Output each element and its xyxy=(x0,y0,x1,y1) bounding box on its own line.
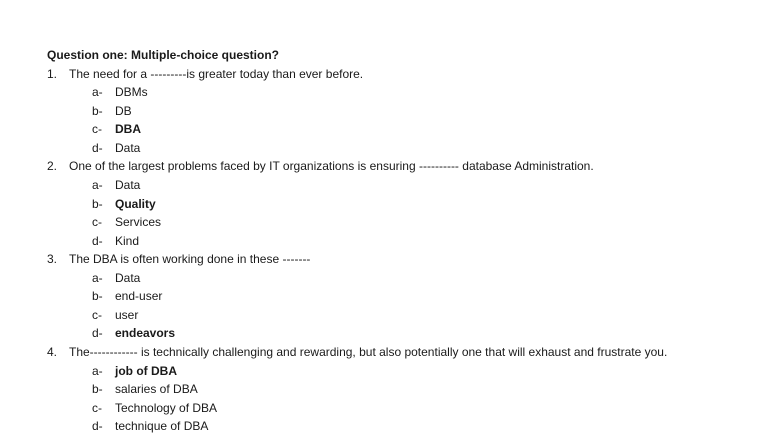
question-1-option-d xyxy=(92,140,140,156)
option-text: Data xyxy=(115,141,141,155)
option-letter: c- xyxy=(92,401,102,415)
option-letter: d- xyxy=(92,419,103,433)
question-2-option-d xyxy=(92,233,139,249)
option-text: technique of DBA xyxy=(115,419,209,433)
question-4-option-a xyxy=(92,363,177,379)
question-2-option-b xyxy=(92,196,156,212)
option-letter: b- xyxy=(92,382,103,396)
question-1 xyxy=(47,66,363,82)
question-1-option-a xyxy=(92,84,148,100)
question-1-option-b xyxy=(92,103,132,119)
option-letter: d- xyxy=(92,141,103,155)
option-text: DB xyxy=(115,104,132,118)
option-text: Services xyxy=(115,215,162,229)
question-3-option-b xyxy=(92,288,162,304)
option-text: Data xyxy=(115,178,141,192)
option-text: end-user xyxy=(115,289,163,303)
option-letter: a- xyxy=(92,364,103,378)
question-text: One of the largest problems faced by IT organizations is ensuring ---------- database Administration. xyxy=(69,159,594,173)
question-number: 3. xyxy=(47,252,58,266)
option-text: salaries of DBA xyxy=(115,382,198,396)
option-text: Technology of DBA xyxy=(115,401,218,415)
option-letter: b- xyxy=(92,104,103,118)
question-2 xyxy=(47,158,594,174)
question-4-option-d xyxy=(92,418,208,434)
option-text-answer: job of DBA xyxy=(115,364,177,378)
option-letter: d- xyxy=(92,326,103,340)
question-2-option-a xyxy=(92,177,140,193)
option-text-answer: Quality xyxy=(115,197,156,211)
question-text: The------------ is technically challenging and rewarding, but also potentially one that will exhaust and frustrate you. xyxy=(69,345,668,359)
question-4-option-b xyxy=(92,381,198,397)
option-text: Kind xyxy=(115,234,140,248)
question-4 xyxy=(47,344,667,360)
question-number: 4. xyxy=(47,345,58,359)
question-number: 1. xyxy=(47,67,58,81)
question-3-option-a xyxy=(92,270,140,286)
option-letter: c- xyxy=(92,308,102,322)
option-text: Data xyxy=(115,271,141,285)
option-letter: b- xyxy=(92,289,103,303)
question-1-option-c xyxy=(92,121,141,137)
section-heading: Question one: Multiple-choice question? xyxy=(47,48,280,62)
question-number: 2. xyxy=(47,159,58,173)
option-letter: a- xyxy=(92,271,103,285)
option-letter: b- xyxy=(92,197,103,211)
question-text: The need for a ---------is greater today than ever before. xyxy=(69,67,364,81)
question-2-option-c xyxy=(92,214,161,230)
option-text: user xyxy=(115,308,139,322)
option-letter: d- xyxy=(92,234,103,248)
option-letter: c- xyxy=(92,122,102,136)
option-text-answer: endeavors xyxy=(115,326,176,340)
question-text: The DBA is often working done in these ------- xyxy=(69,252,311,266)
option-letter: a- xyxy=(92,85,103,99)
question-3-option-d xyxy=(92,325,175,341)
question-4-option-c xyxy=(92,400,217,416)
option-letter: c- xyxy=(92,215,102,229)
option-text-answer: DBA xyxy=(115,122,141,136)
option-text: DBMs xyxy=(115,85,148,99)
question-3 xyxy=(47,251,310,267)
option-letter: a- xyxy=(92,178,103,192)
question-3-option-c xyxy=(92,307,138,323)
